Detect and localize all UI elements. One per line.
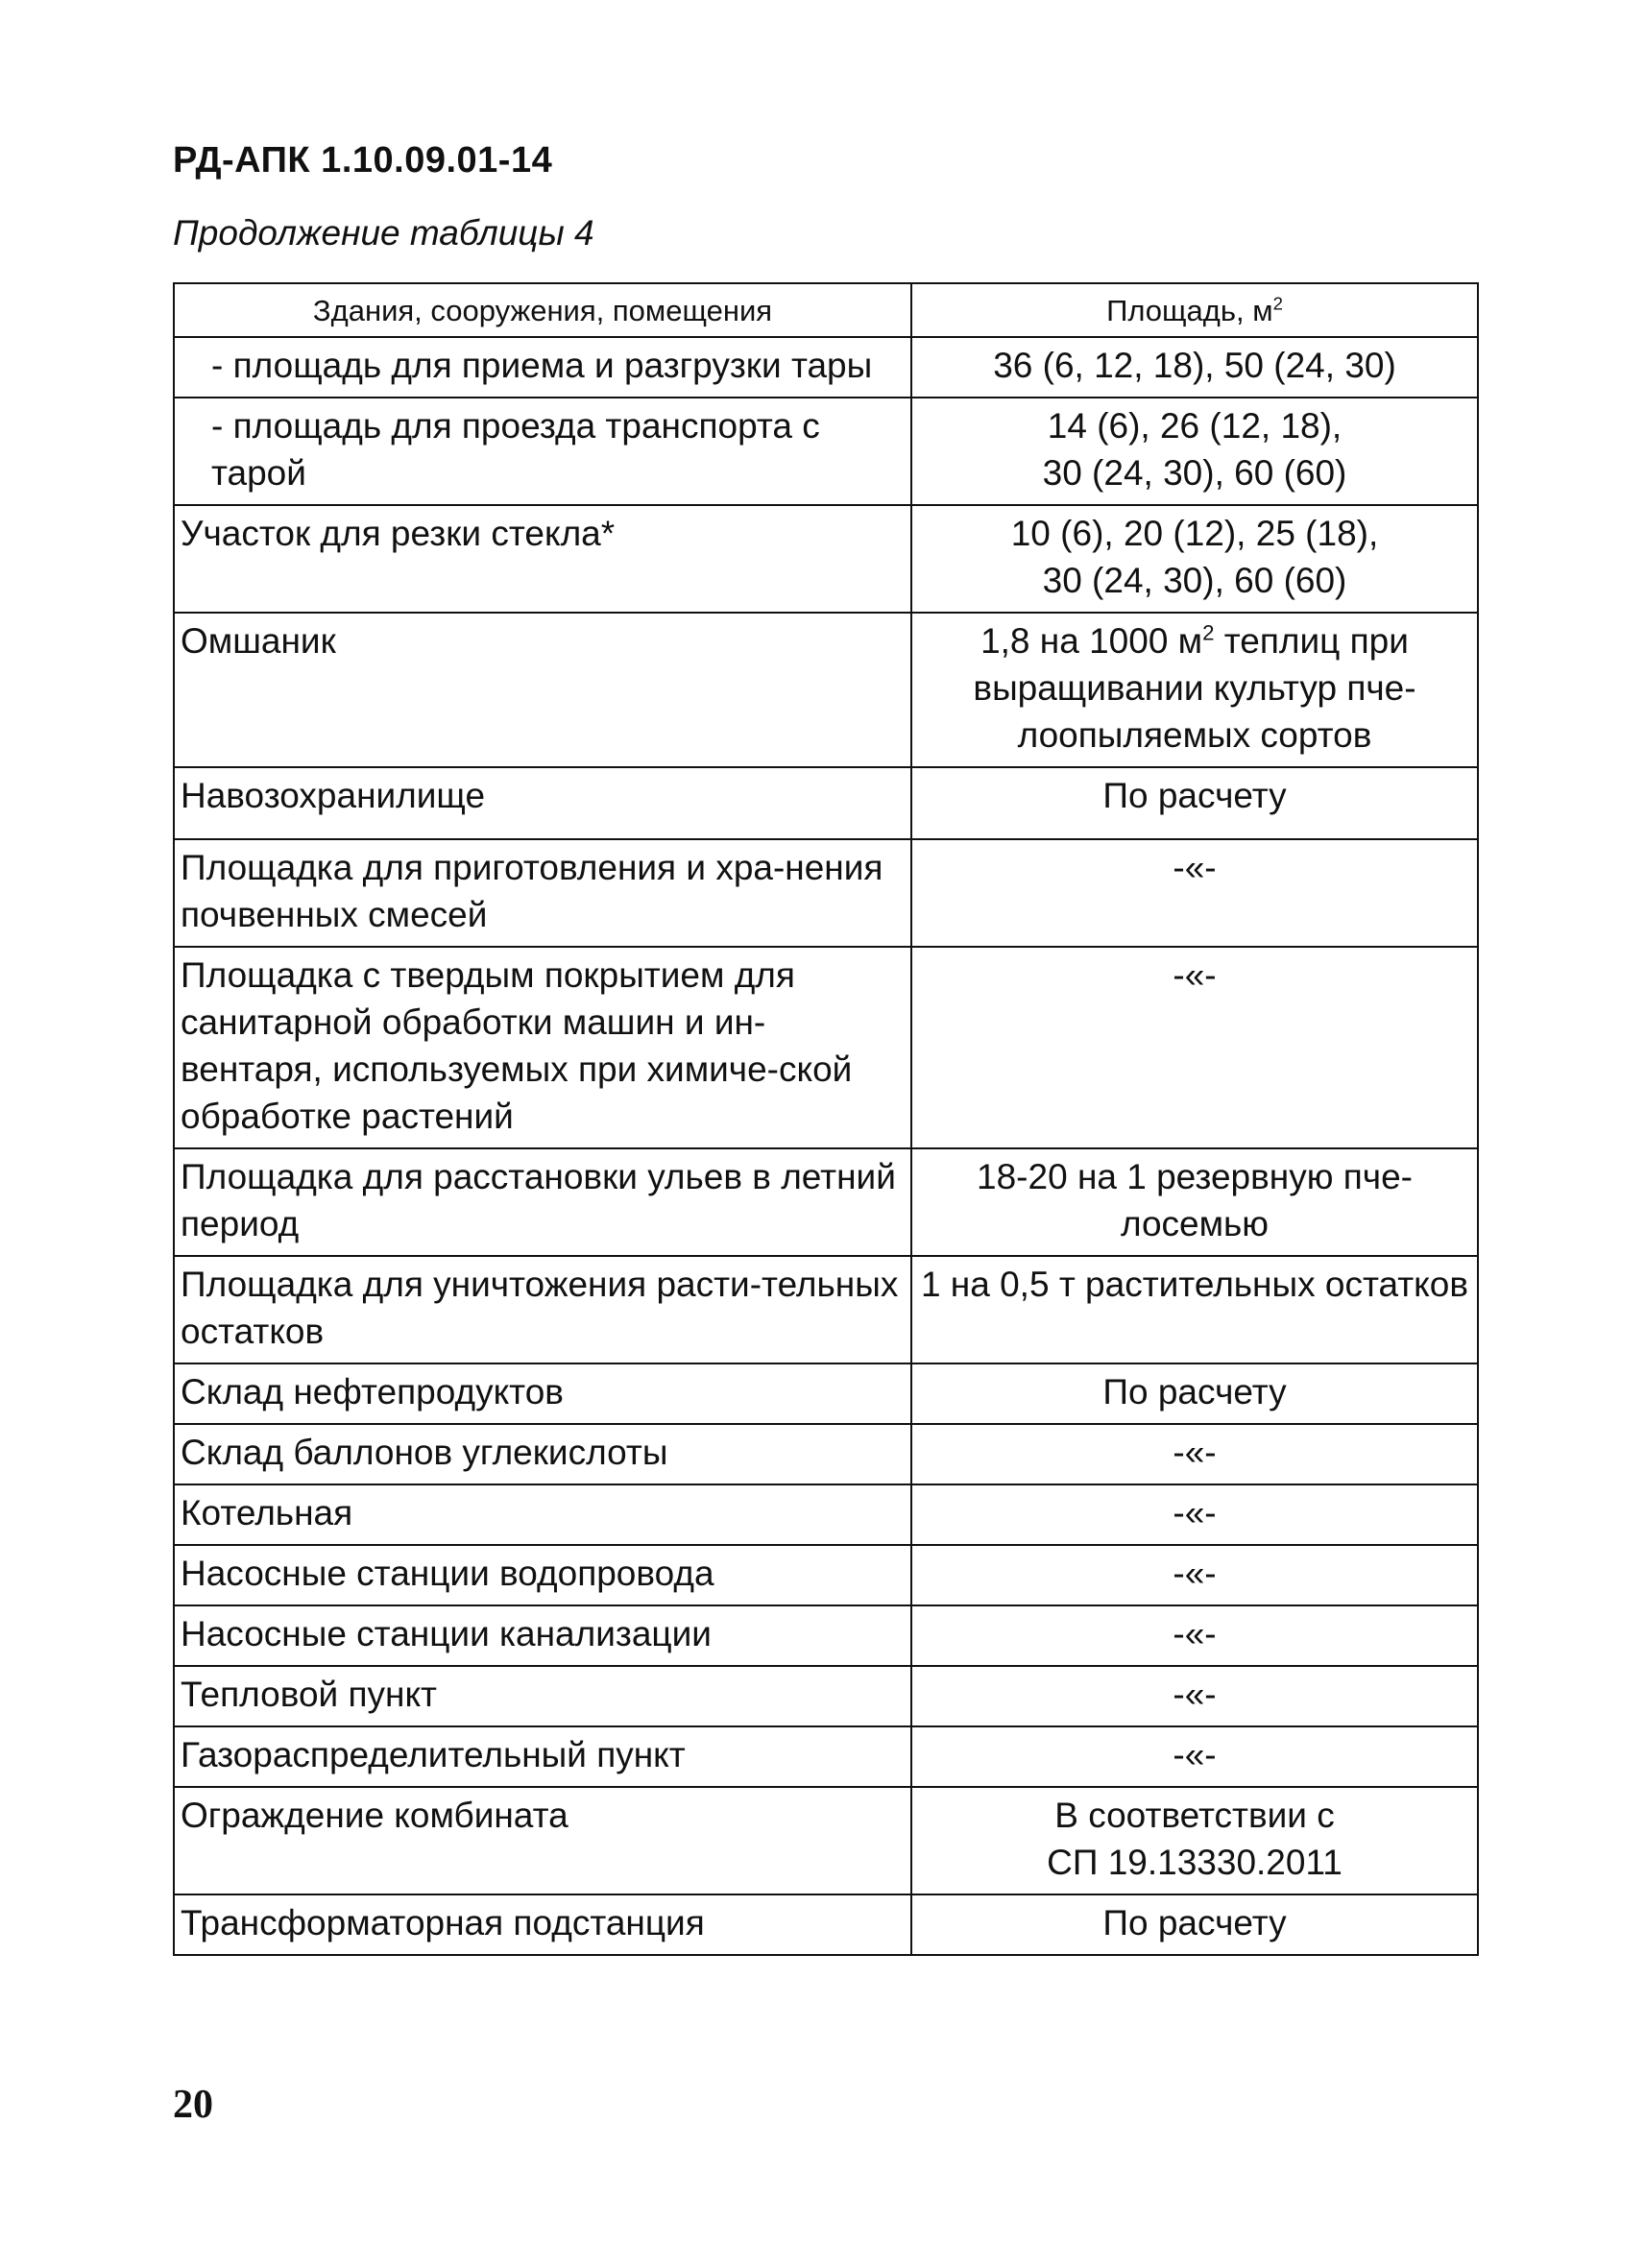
row-name-cell: Навозохранилище — [174, 767, 911, 839]
table-row — [174, 1545, 1478, 1605]
area-text-sup: 2 — [1202, 620, 1215, 645]
row-name-cell: - площадь для приема и разгрузки тары — [174, 337, 911, 398]
row-area-cell — [911, 613, 1478, 767]
row-area-cell: 14 (6), 26 (12, 18), 30 (24, 30), 60 (60) — [911, 398, 1478, 505]
table-row — [174, 1726, 1478, 1787]
row-area-cell: -«- — [911, 839, 1478, 947]
table-row — [174, 1484, 1478, 1545]
row-area-cell: 1 на 0,5 т растительных остатков — [911, 1256, 1478, 1363]
table-row — [174, 613, 1478, 767]
table-row — [174, 1148, 1478, 1256]
row-name-cell: Площадка для уничтожения расти-тельных остатков — [174, 1256, 911, 1363]
row-name-cell: Склад нефтепродуктов — [174, 1363, 911, 1424]
row-area-cell: -«- — [911, 1484, 1478, 1545]
area-text-pre: 1,8 на 1000 м — [980, 621, 1203, 661]
row-area-cell: В соответствии с СП 19.13330.2011 — [911, 1787, 1478, 1894]
row-area-cell: -«- — [911, 947, 1478, 1148]
column-header-area — [911, 283, 1478, 337]
row-area-cell: -«- — [911, 1545, 1478, 1605]
table-row — [174, 1256, 1478, 1363]
row-area-cell: По расчету — [911, 1363, 1478, 1424]
row-area-cell: -«- — [911, 1605, 1478, 1666]
row-name-cell: Площадка для приготовления и хра-нения почвенных смесей — [174, 839, 911, 947]
row-area-cell: -«- — [911, 1424, 1478, 1484]
row-name-cell: Площадка для расстановки ульев в летний период — [174, 1148, 911, 1256]
row-area-cell: По расчету — [911, 1894, 1478, 1955]
row-name-cell: Склад баллонов углекислоты — [174, 1424, 911, 1484]
row-name-cell: Ограждение комбината — [174, 1787, 911, 1894]
area-text-post: теплиц при выращивании культур пче-лоопыляемых сортов — [973, 621, 1416, 755]
row-name-cell: Газораспределительный пункт — [174, 1726, 911, 1787]
table-row — [174, 767, 1478, 839]
table-row — [174, 1424, 1478, 1484]
buildings-area-table — [173, 282, 1479, 1956]
row-name-cell: Омшаник — [174, 613, 911, 767]
column-header-area-text: Площадь, м — [1106, 294, 1273, 327]
row-name-cell: Трансформаторная подстанция — [174, 1894, 911, 1955]
table-continuation-caption: Продолжение таблицы 4 — [173, 213, 594, 253]
row-name-cell: Насосные станции водопровода — [174, 1545, 911, 1605]
table-row — [174, 1605, 1478, 1666]
row-area-cell: 10 (6), 20 (12), 25 (18), 30 (24, 30), 60 (60) — [911, 505, 1478, 613]
column-header-area-sup: 2 — [1272, 293, 1283, 314]
table-header-row — [174, 283, 1478, 337]
row-area-cell: По расчету — [911, 767, 1478, 839]
table-row — [174, 505, 1478, 613]
row-area-cell: 36 (6, 12, 18), 50 (24, 30) — [911, 337, 1478, 398]
row-name-cell: Котельная — [174, 1484, 911, 1545]
row-area-cell: 18-20 на 1 резервную пче-лосемью — [911, 1148, 1478, 1256]
table-row — [174, 1363, 1478, 1424]
document-code: РД-АПК 1.10.09.01-14 — [173, 140, 553, 181]
row-name-cell: - площадь для проезда транспорта с тарой — [174, 398, 911, 505]
row-area-cell: -«- — [911, 1666, 1478, 1726]
table-row — [174, 1666, 1478, 1726]
table-row — [174, 839, 1478, 947]
table-row — [174, 1787, 1478, 1894]
row-name-cell: Насосные станции канализации — [174, 1605, 911, 1666]
row-area-cell: -«- — [911, 1726, 1478, 1787]
table-row — [174, 947, 1478, 1148]
table-row — [174, 1894, 1478, 1955]
row-name-cell: Тепловой пункт — [174, 1666, 911, 1726]
table-row — [174, 398, 1478, 505]
row-name-cell: Участок для резки стекла* — [174, 505, 911, 613]
column-header-buildings: Здания, сооружения, помещения — [174, 283, 911, 337]
table-row — [174, 337, 1478, 398]
page-number: 20 — [173, 2083, 213, 2127]
row-name-cell: Площадка с твердым покрытием для санитарной обработки машин и ин-вентаря, используемых при химиче-ской обработке растений — [174, 947, 911, 1148]
